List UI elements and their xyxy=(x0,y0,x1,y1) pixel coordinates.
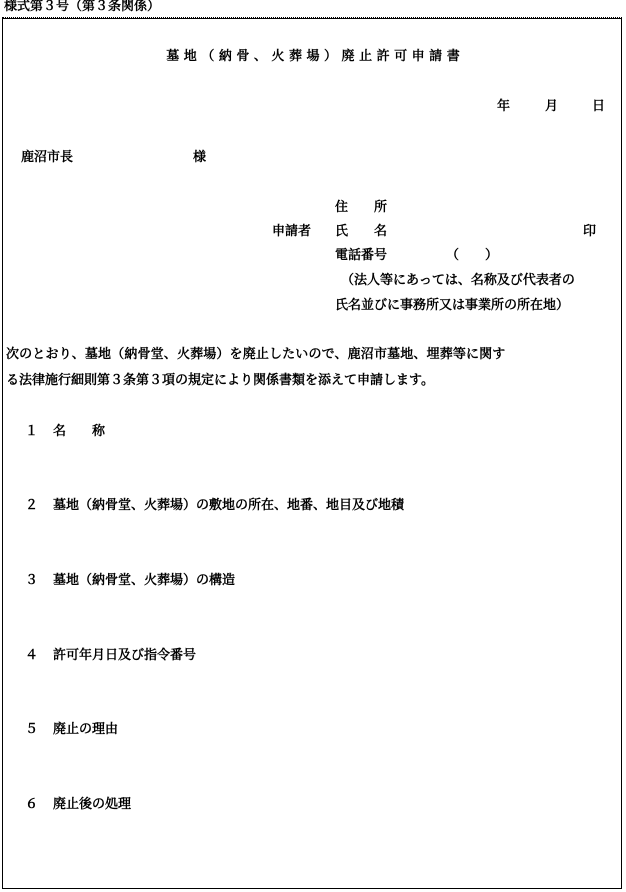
item-label: 墓地（納骨堂、火葬場）の構造 xyxy=(53,573,236,588)
phone-label: 電話番号 xyxy=(335,248,388,263)
corporate-note-line1: （法人等にあっては、名称及び代表者の xyxy=(341,273,575,288)
form-number: 様式第３号（第３条関係） xyxy=(4,0,161,14)
name-label: 氏 名 xyxy=(335,224,388,239)
item-number: ５ xyxy=(25,722,39,737)
document-title: 墓 地 （ 納 骨 、 火 葬 場 ） 廃 止 許 可 申 請 書 xyxy=(166,49,460,64)
address-label: 住 所 xyxy=(335,200,388,215)
phone-parens: （ ） xyxy=(446,248,499,263)
body-text-line2: る法律施行細則第３条第３項の規定により関係書類を添えて申請します。 xyxy=(6,373,434,388)
item-number: ６ xyxy=(25,797,39,812)
item-label: 墓地（納骨堂、火葬場）の敷地の所在、地番、地目及び地積 xyxy=(53,498,405,513)
seal-mark: 印 xyxy=(583,224,597,239)
item-number: ２ xyxy=(25,498,39,513)
item-label: 許可年月日及び指令番号 xyxy=(53,648,197,663)
item-label: 廃止の理由 xyxy=(53,722,119,737)
form-frame xyxy=(2,18,622,889)
addressee-name: 鹿沼市長 xyxy=(21,150,74,165)
item-number: ４ xyxy=(25,648,39,663)
addressee-honorific: 様 xyxy=(193,150,207,165)
applicant-label: 申請者 xyxy=(272,224,312,239)
corporate-note-line2: 氏名並びに事務所又は事業所の所在地） xyxy=(335,298,570,313)
item-label: 名 称 xyxy=(53,424,106,439)
body-text-line1: 次のとおり、墓地（納骨堂、火葬場）を廃止したいので、鹿沼市墓地、埋葬等に関す xyxy=(6,347,506,362)
date-month: 月 xyxy=(545,99,559,114)
item-number: １ xyxy=(25,424,39,439)
date-day: 日 xyxy=(592,99,606,114)
item-label: 廃止後の処理 xyxy=(53,797,132,812)
item-number: ３ xyxy=(25,573,39,588)
date-year: 年 xyxy=(497,99,511,114)
